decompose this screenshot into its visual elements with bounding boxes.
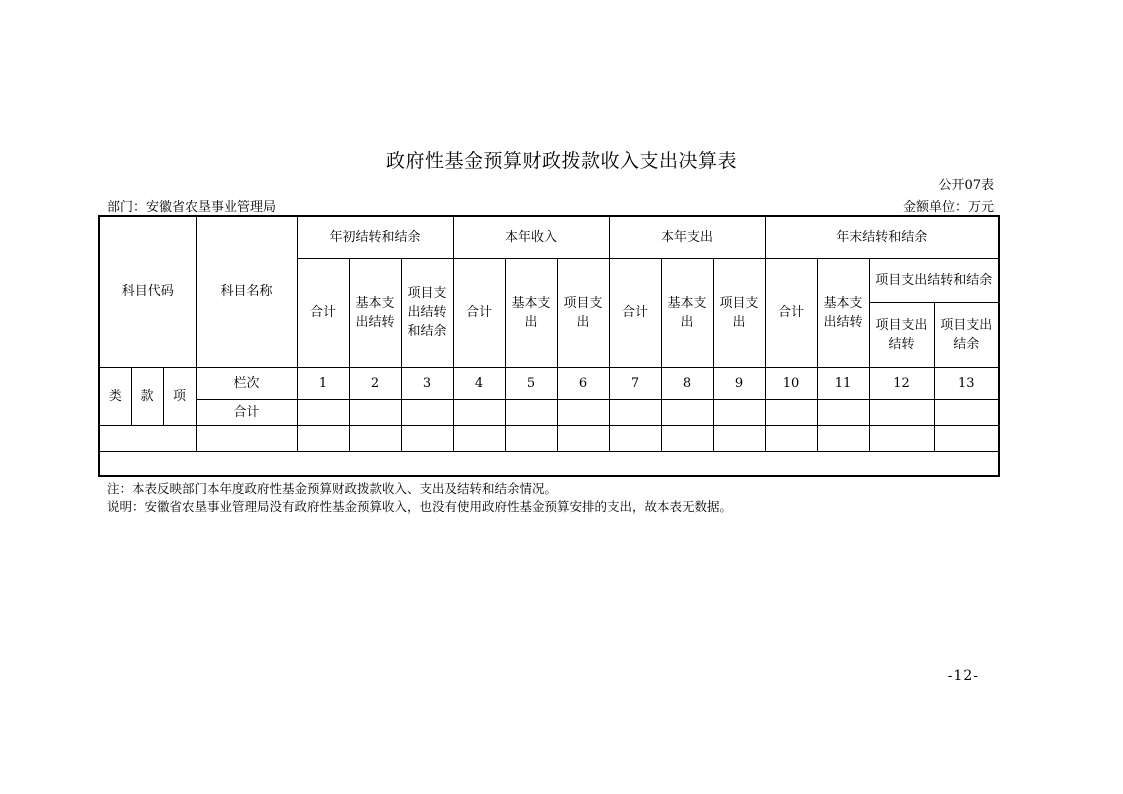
column-number: 3 bbox=[401, 367, 453, 399]
table-cell bbox=[609, 399, 661, 425]
column-order-label: 栏次 bbox=[196, 367, 297, 399]
end-total-header: 合计 bbox=[765, 258, 817, 367]
table-cell bbox=[297, 425, 349, 451]
table-cell bbox=[609, 425, 661, 451]
table-cell bbox=[817, 425, 869, 451]
column-number: 4 bbox=[453, 367, 505, 399]
table-cell bbox=[557, 399, 609, 425]
table-cell bbox=[765, 425, 817, 451]
column-number: 13 bbox=[934, 367, 999, 399]
expense-total-header: 合计 bbox=[609, 258, 661, 367]
begin-total-header: 合计 bbox=[297, 258, 349, 367]
column-number: 5 bbox=[505, 367, 557, 399]
total-row-label: 合计 bbox=[196, 399, 297, 425]
column-number: 6 bbox=[557, 367, 609, 399]
column-number: 7 bbox=[609, 367, 661, 399]
column-number: 12 bbox=[869, 367, 934, 399]
table-cell bbox=[661, 399, 713, 425]
table-cell bbox=[713, 425, 765, 451]
table-cell bbox=[453, 425, 505, 451]
table-cell bbox=[349, 399, 401, 425]
table-footer-row bbox=[99, 451, 999, 476]
begin-balance-header: 年初结转和结余 bbox=[297, 216, 453, 258]
table-cell bbox=[869, 425, 934, 451]
page-title: 政府性基金预算财政拨款收入支出决算表 bbox=[385, 150, 737, 172]
table-cell bbox=[934, 399, 999, 425]
kuan-header: 款 bbox=[131, 367, 163, 425]
income-header: 本年收入 bbox=[453, 216, 609, 258]
table-cell bbox=[349, 425, 401, 451]
subject-code-header: 科目代码 bbox=[99, 216, 196, 367]
xiang-header: 项 bbox=[163, 367, 196, 425]
expense-header: 本年支出 bbox=[609, 216, 765, 258]
table-cell bbox=[505, 399, 557, 425]
end-basic-header: 基本支出结转 bbox=[817, 258, 869, 367]
end-project-surplus-header: 项目支出结余 bbox=[934, 302, 999, 367]
expense-basic-header: 基本支出 bbox=[661, 258, 713, 367]
column-number: 2 bbox=[349, 367, 401, 399]
income-basic-header: 基本支出 bbox=[505, 258, 557, 367]
lei-header: 类 bbox=[99, 367, 131, 425]
fund-budget-table bbox=[98, 215, 1000, 477]
table-cell bbox=[661, 425, 713, 451]
table-cell bbox=[817, 399, 869, 425]
table-cell bbox=[713, 399, 765, 425]
table-explanation: 说明：安徽省农垦事业管理局没有政府性基金预算收入，也没有使用政府性基金预算安排的支出，故本表无数据。 bbox=[107, 499, 733, 514]
end-project-carry-header: 项目支出结转 bbox=[869, 302, 934, 367]
column-number: 8 bbox=[661, 367, 713, 399]
table-cell bbox=[557, 425, 609, 451]
table-cell bbox=[934, 425, 999, 451]
unit-label: 金额单位：万元 bbox=[902, 200, 994, 215]
column-number: 1 bbox=[297, 367, 349, 399]
income-total-header: 合计 bbox=[453, 258, 505, 367]
page-number: -12- bbox=[947, 668, 979, 684]
end-balance-header: 年末结转和结余 bbox=[765, 216, 999, 258]
table-note: 注：本表反映部门本年度政府性基金预算财政拨款收入、支出及结转和结余情况。 bbox=[107, 481, 558, 496]
table-cell bbox=[401, 425, 453, 451]
table-cell bbox=[99, 425, 196, 451]
table-cell bbox=[453, 399, 505, 425]
begin-basic-header: 基本支出结转 bbox=[349, 258, 401, 367]
column-number: 9 bbox=[713, 367, 765, 399]
column-number: 10 bbox=[765, 367, 817, 399]
column-number: 11 bbox=[817, 367, 869, 399]
expense-project-header: 项目支出 bbox=[713, 258, 765, 367]
table-cell bbox=[297, 399, 349, 425]
begin-project-header: 项目支出结转和结余 bbox=[401, 258, 453, 367]
table-cell bbox=[505, 425, 557, 451]
income-project-header: 项目支出 bbox=[557, 258, 609, 367]
department-label: 部门：安徽省农垦事业管理局 bbox=[107, 200, 277, 215]
table-code: 公开07表 bbox=[938, 178, 994, 193]
end-project-group-header: 项目支出结转和结余 bbox=[869, 258, 999, 302]
table-cell bbox=[765, 399, 817, 425]
table-cell bbox=[196, 425, 297, 451]
table-cell bbox=[401, 399, 453, 425]
table-cell bbox=[869, 399, 934, 425]
subject-name-header: 科目名称 bbox=[196, 216, 297, 367]
